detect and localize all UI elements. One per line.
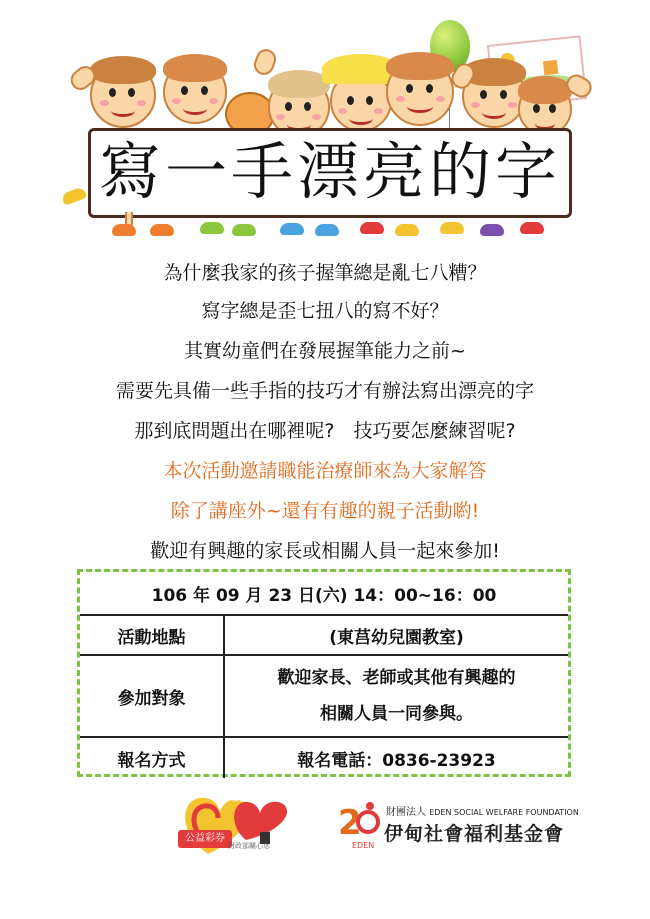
eden-logo	[338, 800, 382, 852]
event-datetime: 106 年 09 月 23 日(六) 14：00~16：00	[80, 572, 568, 615]
lottery-caption: 財政部關心您	[228, 842, 270, 850]
audience-line: 歡迎家長、老師或其他有興趣的	[277, 668, 516, 688]
shoe-icon	[480, 224, 504, 236]
intro-line: 寫字總是歪七扭八的寫不好？	[201, 300, 449, 322]
intro-line: 需要先具備一些手指的技巧才有辦法寫出漂亮的字	[115, 380, 534, 402]
shoe-icon	[150, 224, 174, 236]
shoe-icon	[61, 186, 88, 205]
kid-face-icon	[163, 60, 227, 124]
shoe-icon	[395, 224, 419, 236]
lottery-label: 公益彩券	[178, 830, 232, 848]
hand-icon	[251, 46, 279, 77]
shoe-icon	[440, 222, 464, 234]
svg-text:2: 2	[338, 803, 362, 843]
signup-label: 報名方式	[80, 737, 224, 778]
shoe-icon	[360, 222, 384, 234]
shoe-icon	[280, 223, 304, 235]
location-value: (東莒幼兒園教室)	[224, 615, 568, 655]
lottery-tag: 關懷‧熱愛‧愛	[232, 795, 272, 803]
shoe-icon	[112, 224, 136, 236]
kid-face-with-hat-icon	[330, 70, 392, 132]
intro-line: 為什麼我家的孩子握筆總是亂七八糟？	[163, 262, 487, 284]
signup-value: 報名電話：0836-23923	[224, 737, 568, 778]
highlight-line: 本次活動邀請職能治療師來為大家解答	[163, 460, 487, 482]
eden-subtitle-zh: 財團法人	[386, 807, 426, 818]
audience-label: 參加對象	[80, 655, 224, 737]
eden-subtitle	[386, 803, 579, 818]
highlight-line: 除了講座外~還有有趣的親子活動喲!	[170, 500, 480, 522]
header-illustration	[0, 0, 650, 250]
intro-line: 其實幼童們在發展握筆能力之前~	[184, 340, 466, 362]
audience-line: 相關人員一同參與。	[320, 704, 473, 724]
audience-value	[224, 655, 568, 737]
eden-mark-text: EDEN	[352, 841, 375, 850]
info-table	[80, 572, 568, 778]
eden-subtitle-en: EDEN SOCIAL WELFARE FOUNDATION	[429, 808, 579, 817]
shoe-icon	[520, 222, 544, 234]
eden-name: 伊甸社會福利基金會	[384, 823, 565, 845]
location-label: 活動地點	[80, 615, 224, 655]
intro-line: 那到底問題出在哪裡呢? 技巧要怎麼練習呢?	[134, 420, 516, 442]
kid-face-icon	[90, 62, 156, 128]
shoe-icon	[200, 222, 224, 234]
shoe-icon	[315, 224, 339, 236]
kid-face-icon	[386, 58, 454, 126]
title-board	[88, 128, 572, 218]
shoe-icon	[232, 224, 256, 236]
page-title: 寫一手漂亮的字	[98, 135, 561, 208]
invite-line: 歡迎有興趣的家長或相關人員一起來參加!	[150, 540, 500, 562]
